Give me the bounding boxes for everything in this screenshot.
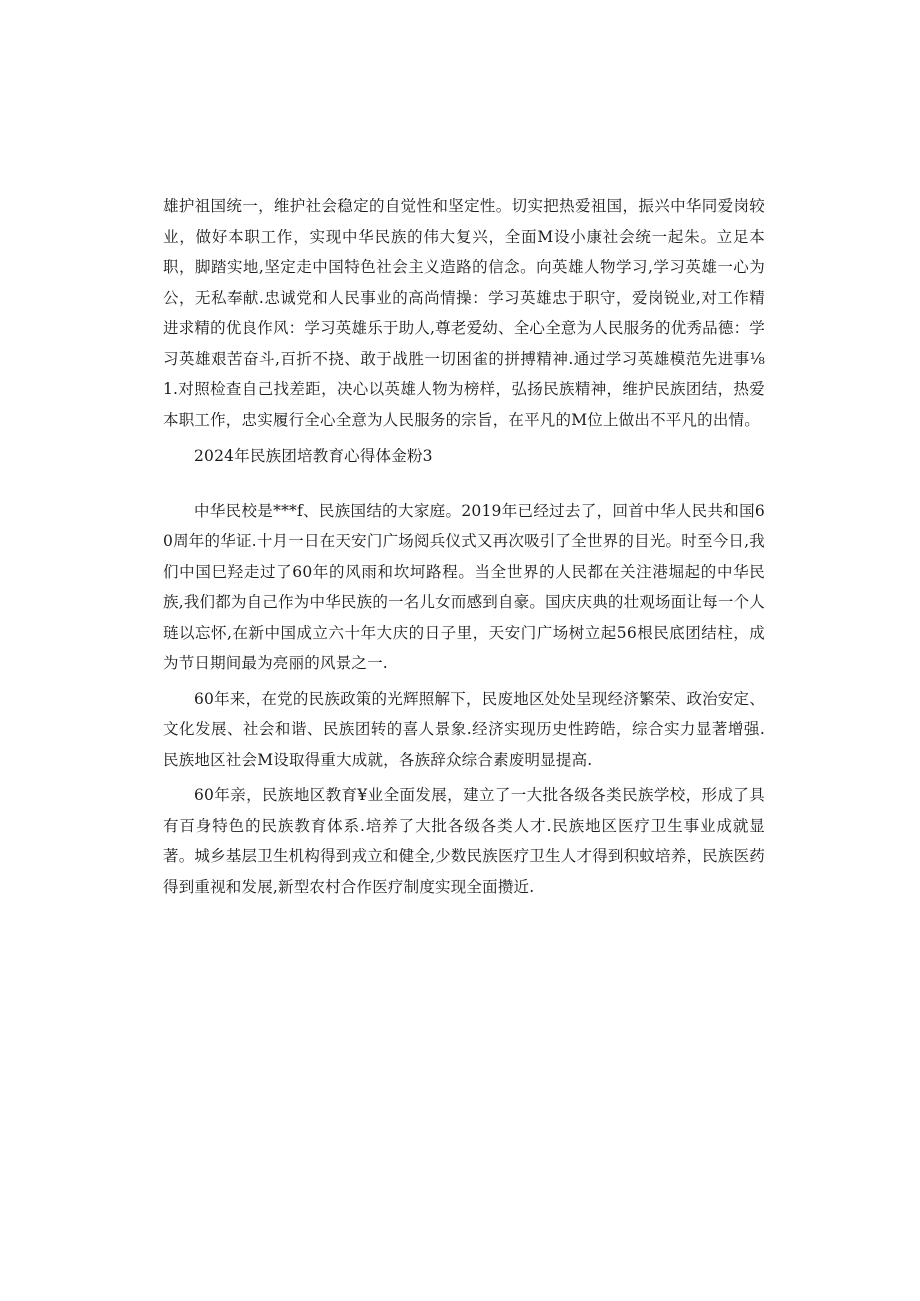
section-heading: 2024年民族团培教育心得体金粉3 [194,447,433,465]
body-paragraph-2: 中华民校是***f、民族国结的大家庭。2019年已经过去了，回首中华人民共和国60周年的华证.十月一日在天安门广场阅兵仪式又再次吸引了全世界的目光。时至今日,我们中国巳羟走过了60年的风雨和坎坷路程。当全世界的人民都在关注港堀起的中华民族,我们都为自己作为中华民族的一名儿女而感到自豪。国庆庆典的壮观场面让每一个人琏以忘怀,在新中国成立六十年大庆的日子里，天安门广场树立起56根民底团结柱，成为节日期间最为亮丽的风景之一. [163,501,765,672]
body-paragraph-3: 60年来，在党的民族政策的光辉照解下，民废地区处处呈现经济繁荣、政治安定、文化发展、社会和谐、民族团转的喜人景象.经济实现历史性跨皓，综合实力显著增强.民族地区社会M设取得重大成就，各族辞众综合素废明显提高. [163,689,765,769]
body-paragraph-4: 60年亲，民族地区教育¥业全面发展，建立了一大批各级各类民族学校，形成了具有百身特色的民族教育体系.培养了大批各级各类人才.民族地区医疗卫生事业成就显著。城乡基层卫生机构得到戎立和健全,少数民族医疗卫生人才得到积蚊培养，民族医药得到重视和发展,新型农村合作医疗制度实现全面攒近. [163,786,765,896]
heading-spacer [163,472,765,496]
document-page [163,191,765,902]
body-paragraph-1: 雄护祖国统一，维护社会稳定的自觉性和坚定性。切实把热爱祖国，振兴中华同爱岗较业，做好本职工作，实现中华民族的伟大复兴，全面M设小康社会统一起朱。立足本职，脚踏实地,坚定走中国特色社会主义造路的信念。向英雄人物学习,学习英雄一心为公，无私奉献.忠诚党和人民事业的高尚情操：学习英雄忠于职守，爱岗锐业,对工作精进求精的优良作风：学习英雄乐于助人,尊老爱幼、全心全意为人民服务的优秀品德：学习英雄艰苦奋斗,百折不挠、敢于战胜一切困雀的拼搏精神.通过学习英雄模范先进事⅛1.对照检查自己找差距，决心以英雄人物为榜样，弘扬民族精神，维护民族团结，热爱本职工作，忠实履行全心全意为人民服务的宗旨，在平凡的M位上做出不平凡的出情。 [163,197,765,429]
